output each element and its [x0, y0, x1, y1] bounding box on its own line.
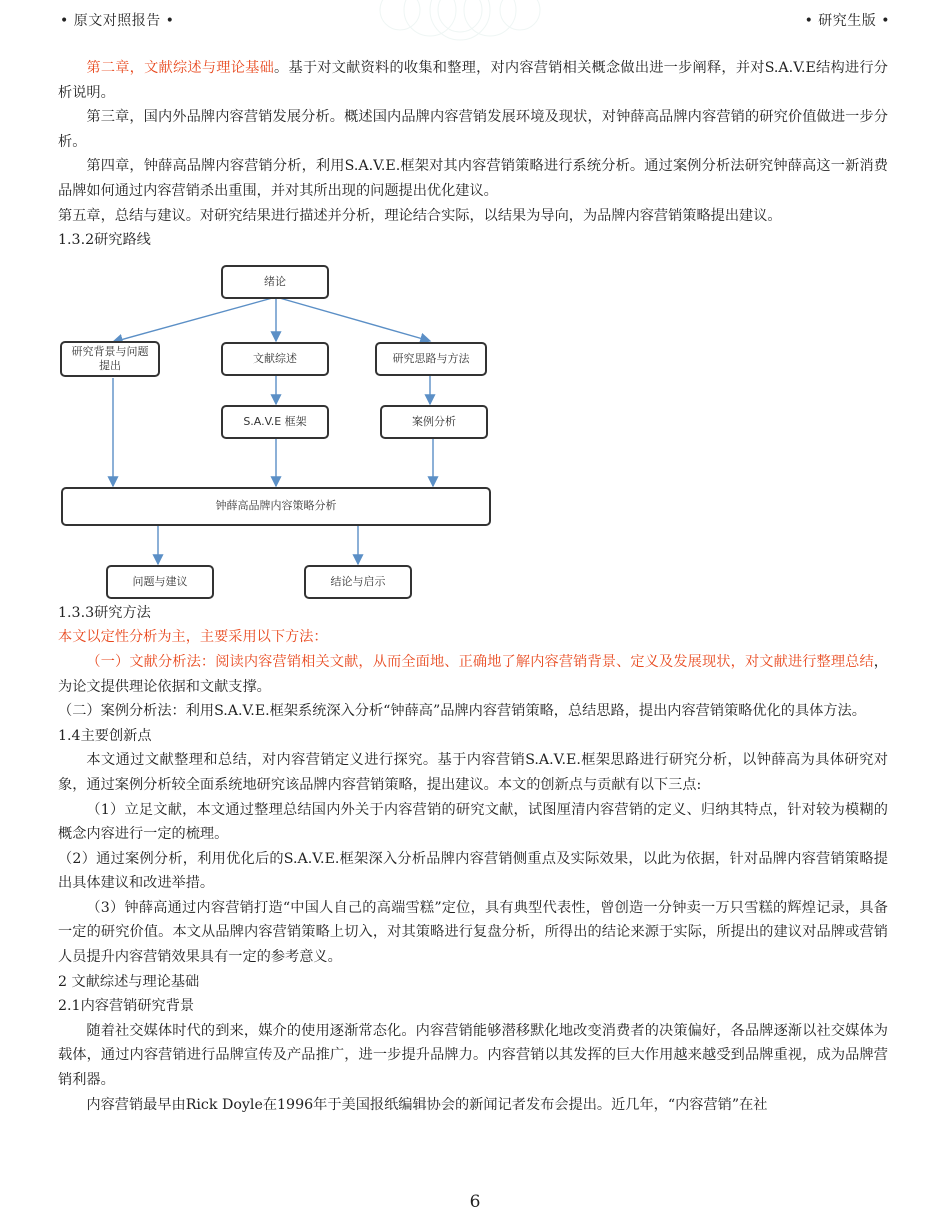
paragraph-chapter2	[58, 56, 888, 105]
innovation-intro: 本文通过文献整理和总结，对内容营销定义进行探究。基于内容营销S.A.V.E.框架思路进行研究分析，以钟薛高为具体研究对象，通过案例分析较全面系统地研究该品牌内容营销策略，提出建议。本文的创新点与贡献有以下三点:	[58, 752, 888, 793]
background-paragraph-1: 随着社交媒体时代的到来，媒介的使用逐渐常态化。内容营销能够潜移默化地改变消费者的决策偏好，各品牌逐渐以社交媒体为载体，通过内容营销进行品牌宣传及产品推广，进一步提升品牌力。内容营销以其发挥的巨大作用越来越受到品牌重视，成为品牌营销利器。	[58, 1022, 888, 1089]
header-watermark	[330, 0, 590, 48]
chapter-2-heading: 2 文献综述与理论基础	[58, 973, 200, 990]
section-heading-2-1: 2.1内容营销研究背景	[58, 998, 195, 1015]
flow-box-analysis: 钟薛高品牌内容策略分析	[61, 487, 491, 526]
innovation-point-2: （2）通过案例分析，利用优化后的S.A.V.E.框架深入分析品牌内容营销侧重点及实际效果，以此为依据，针对品牌内容营销策略提出具体建议和改进举措。	[58, 850, 888, 892]
flow-box-save: S.A.V.E 框架	[221, 405, 329, 439]
flow-box-review: 文献综述	[221, 342, 329, 376]
section-heading-methods: 1.3.3研究方法	[58, 604, 151, 621]
paragraph-chapter5: 第五章，总结与建议。对研究结果进行描述并分析，理论结合实际，以结果为导向，为品牌内容营销策略提出建议。	[58, 207, 782, 224]
flow-box-intro: 绪论	[221, 265, 329, 299]
flow-box-problems: 问题与建议	[106, 565, 214, 599]
header-left-label: • 原文对照报告 •	[60, 13, 175, 29]
paragraph-chapter3: 第三章，国内外品牌内容营销发展分析。概述国内品牌内容营销发展环境及现状，对钟薛高品牌内容营销的研究价值做进一步分析。	[58, 109, 888, 150]
flow-box-background: 研究背景与问题提出	[60, 341, 160, 377]
section-heading-innovation: 1.4主要创新点	[58, 727, 152, 744]
innovation-point-3: （3）钟薛高通过内容营销打造“中国人自己的高端雪糕”定位，具有典型代表性，曾创造一分钟卖一万只雪糕的辉煌记录，具备一定的研究价值。本文从品牌内容营销策略上切入，对其策略进行复盘分析，所得出的结论来源于实际，所提出的建议对品牌或营销人员提升内容营销效果具有一定的参考意义。	[58, 899, 888, 966]
method-2-paragraph: （二）案例分析法：利用S.A.V.E.框架系统深入分析“钟薛高”品牌内容营销策略，总结思路，提出内容营销策略优化的具体方法。	[58, 703, 866, 720]
header-right-label: • 研究生版 •	[804, 13, 890, 29]
methods-lead: 本文以定性分析为主，主要采用以下方法：	[58, 629, 328, 646]
section-heading-route: 1.3.2研究路线	[58, 232, 151, 249]
page-number: 6	[469, 1192, 481, 1212]
method-1-text: ，为论文提供理论依据和文献支撑。	[58, 653, 888, 695]
flow-box-conclusion: 结论与启示	[304, 565, 412, 599]
research-route-flowchart	[58, 259, 498, 599]
document-body	[58, 56, 888, 1117]
background-paragraph-2: 内容营销最早由Rick Doyle在1996年于美国报纸编辑协会的新闻记者发布会提出。近几年，“内容营销”在社	[86, 1096, 768, 1113]
flow-box-method: 研究思路与方法	[375, 342, 487, 376]
innovation-point-1: （1）立足文献，本文通过整理总结国内外关于内容营销的研究文献，试图厘清内容营销的定义、归纳其特点，针对较为模糊的概念内容进行一定的梳理。	[58, 801, 888, 843]
paragraph-chapter4: 第四章，钟薛高品牌内容营销分析，利用S.A.V.E.框架对其内容营销策略进行系统分析。通过案例分析法研究钟薛高这一新消费品牌如何通过内容营销杀出重围，并对其所出现的问题提出优化建议。	[58, 158, 888, 199]
method-1-highlight: （一）文献分析法：阅读内容营销相关文献，从而全面地、正确地了解内容营销背景、定义及发展现状，对文献进行整理总结	[86, 653, 874, 670]
chapter2-highlight: 第二章，文献综述与理论基础	[86, 60, 275, 76]
chapter2-text: 。基于对文献资料的收集和整理，对内容营销相关概念做出进一步阐释，并对S.A.V.E结构进行分析说明。	[58, 60, 888, 101]
flow-box-case: 案例分析	[380, 405, 488, 439]
method-1-paragraph	[58, 650, 888, 699]
